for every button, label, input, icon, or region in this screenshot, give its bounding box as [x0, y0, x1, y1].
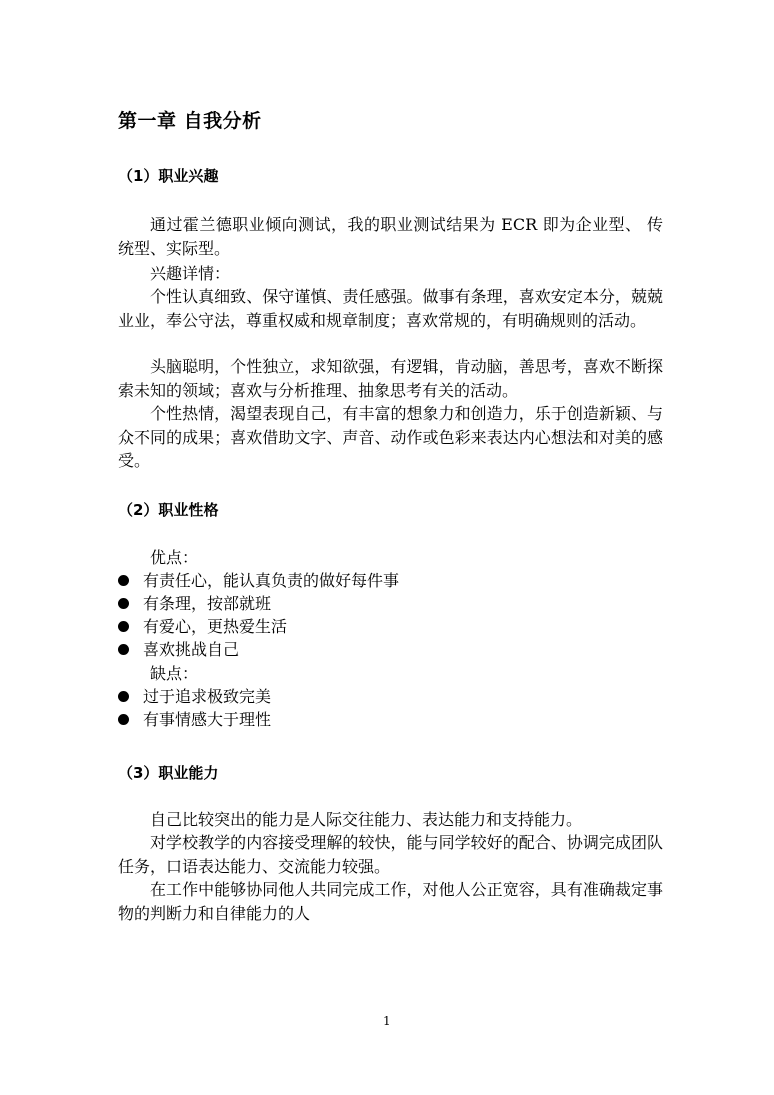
- list-item-text: 过于追求极致完美: [143, 687, 272, 706]
- interest-paragraph: 头脑聪明，个性独立，求知欲强，有逻辑，肯动脑，善思考，喜欢不断探索未知的领域；喜欢与分析推理、抽象思考有关的活动。: [118, 357, 663, 400]
- strengths-label: 优点：: [150, 548, 199, 567]
- list-item: [118, 638, 239, 661]
- bullet-icon: [118, 644, 129, 655]
- list-item: [118, 615, 287, 638]
- interest-paragraph: 个性认真细致、保守谨慎、责任感强。做事有条理，喜欢安定本分，兢兢业业，奉公守法，尊重权威和规章制度；喜欢常规的，有明确规则的活动。: [118, 287, 663, 330]
- list-item-text: 有事情感大于理性: [143, 710, 272, 729]
- section-heading-ability: （3）职业能力: [118, 764, 219, 782]
- ability-paragraph: 对学校教学的内容接受理解的较快，能与同学较好的配合、协调完成团队任务，口语表达能力、交流能力较强。: [118, 833, 663, 876]
- list-item-text: 有爱心，更热爱生活: [143, 617, 288, 636]
- bullet-icon: [118, 598, 129, 609]
- page-number: 1: [383, 1014, 391, 1028]
- bullet-icon: [118, 714, 129, 725]
- interest-intro: 通过霍兰德职业倾向测试，我的职业测试结果为 ECR 即为企业型、 传统型、实际型。: [118, 215, 663, 258]
- ability-paragraph: 在工作中能够协同他人共同完成工作，对他人公正宽容，具有准确裁定事物的判断力和自律能力的人: [118, 880, 663, 923]
- ability-paragraph: 自己比较突出的能力是人际交往能力、表达能力和支持能力。: [150, 810, 583, 829]
- list-item-text: 喜欢挑战自己: [143, 640, 240, 659]
- bullet-icon: [118, 575, 129, 586]
- list-item-text: 有责任心，能认真负责的做好每件事: [143, 571, 400, 590]
- bullet-icon: [118, 691, 129, 702]
- section-heading-interest: （1）职业兴趣: [118, 167, 219, 185]
- list-item-text: 有条理，按部就班: [143, 594, 272, 613]
- list-item: [118, 592, 271, 615]
- bullet-icon: [118, 621, 129, 632]
- interest-detail-label: 兴趣详情：: [150, 264, 231, 283]
- interest-paragraph: 个性热情，渴望表现自己，有丰富的想象力和创造力，乐于创造新颖、与众不同的成果；喜欢借助文字、声音、动作或色彩来表达内心想法和对美的感受。: [118, 404, 663, 470]
- list-item: [118, 685, 271, 708]
- weaknesses-label: 缺点：: [150, 664, 199, 683]
- chapter-title: 第一章 自我分析: [118, 110, 262, 132]
- section-heading-personality: （2）职业性格: [118, 501, 219, 519]
- list-item: [118, 708, 271, 731]
- list-item: [118, 569, 399, 592]
